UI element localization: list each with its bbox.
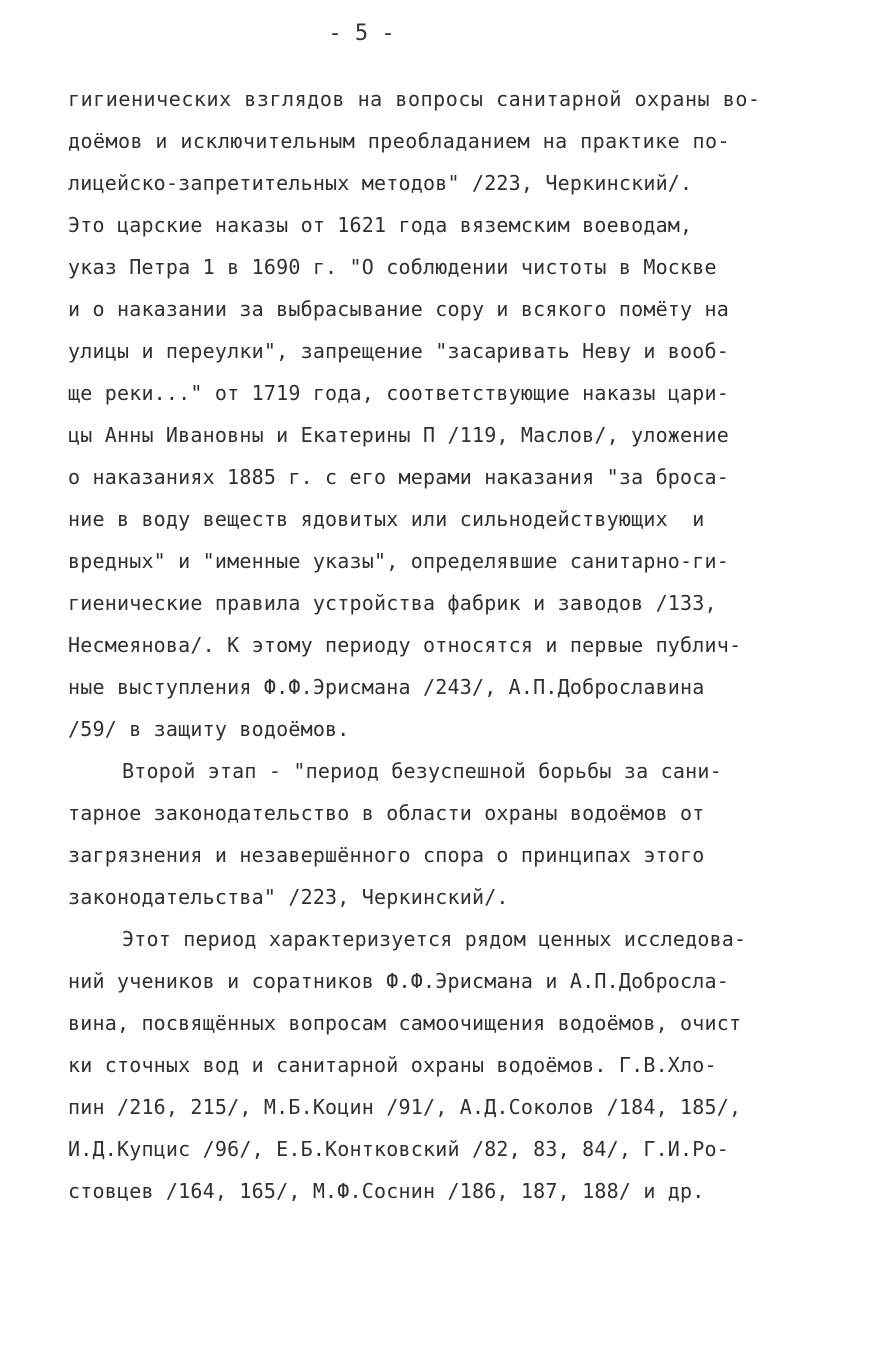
text-line: гигиенических взглядов на вопросы санитарной охраны во-: [68, 87, 761, 111]
text-line: гиенические правила устройства фабрик и заводов /133,: [68, 591, 717, 615]
text-line: ние в воду веществ ядовитых или сильнодействующих и: [68, 507, 705, 531]
text-line: И.Д.Купцис /96/, Е.Б.Контковский /82, 83, 84/, Г.И.Ро-: [68, 1137, 730, 1161]
text-line: лицейско-запретительных методов" /223, Черкинский/.: [68, 171, 693, 195]
paragraph-first-line: Этот период характеризуется рядом ценных исследова-: [122, 927, 747, 951]
text-line: указ Петра 1 в 1690 г. "О соблюдении чистоты в Москве: [68, 255, 717, 279]
text-line: ще реки..." от 1719 года, соответствующие наказы цари-: [68, 381, 730, 405]
text-line: ные выступления Ф.Ф.Эрисмана /243/, А.П.Доброславина: [68, 675, 705, 699]
text-line: тарное законодательство в области охраны водоёмов от: [68, 801, 705, 825]
text-line: вина, посвящённых вопросам самоочищения водоёмов, очист: [68, 1011, 742, 1035]
text-line: доёмов и исключительным преобладанием на практике по-: [68, 129, 731, 153]
text-line: /59/ в защиту водоёмов.: [68, 717, 350, 741]
text-line: пин /216, 215/, М.Б.Коцин /91/, А.Д.Соколов /184, 185/,: [68, 1095, 742, 1119]
text-line: Это царские наказы от 1621 года вяземским воеводам,: [68, 213, 693, 237]
text-line: цы Анны Ивановны и Екатерины П /119, Маслов/, уложение: [68, 423, 730, 447]
page-number: - 5 -: [328, 21, 395, 46]
text-line: улицы и переулки", запрещение "засаривать Неву и вооб-: [68, 339, 730, 363]
text-line: вредных" и "именные указы", определявшие санитарно-ги-: [68, 549, 730, 573]
text-line: законодательства" /223, Черкинский/.: [68, 885, 509, 909]
paragraph-first-line: Второй этап - "период безуспешной борьбы за сани-: [122, 759, 722, 783]
text-line: загрязнения и незавершённого спора о принципах этого: [68, 843, 705, 867]
text-line: ний учеников и соратников Ф.Ф.Эрисмана и А.П.Доброcла-: [68, 969, 730, 993]
text-line: стовцев /164, 165/, М.Ф.Соснин /186, 187, 188/ и др.: [68, 1179, 705, 1203]
text-line: Несмеянова/. К этому периоду относятся и первые публич-: [68, 633, 742, 657]
text-line: ки сточных вод и санитарной охраны водоёмов. Г.В.Хло-: [68, 1053, 717, 1077]
text-line: о наказаниях 1885 г. с его мерами наказания "за броса-: [68, 465, 730, 489]
text-line: и о наказании за выбрасывание сору и всякого помёту на: [68, 297, 730, 321]
